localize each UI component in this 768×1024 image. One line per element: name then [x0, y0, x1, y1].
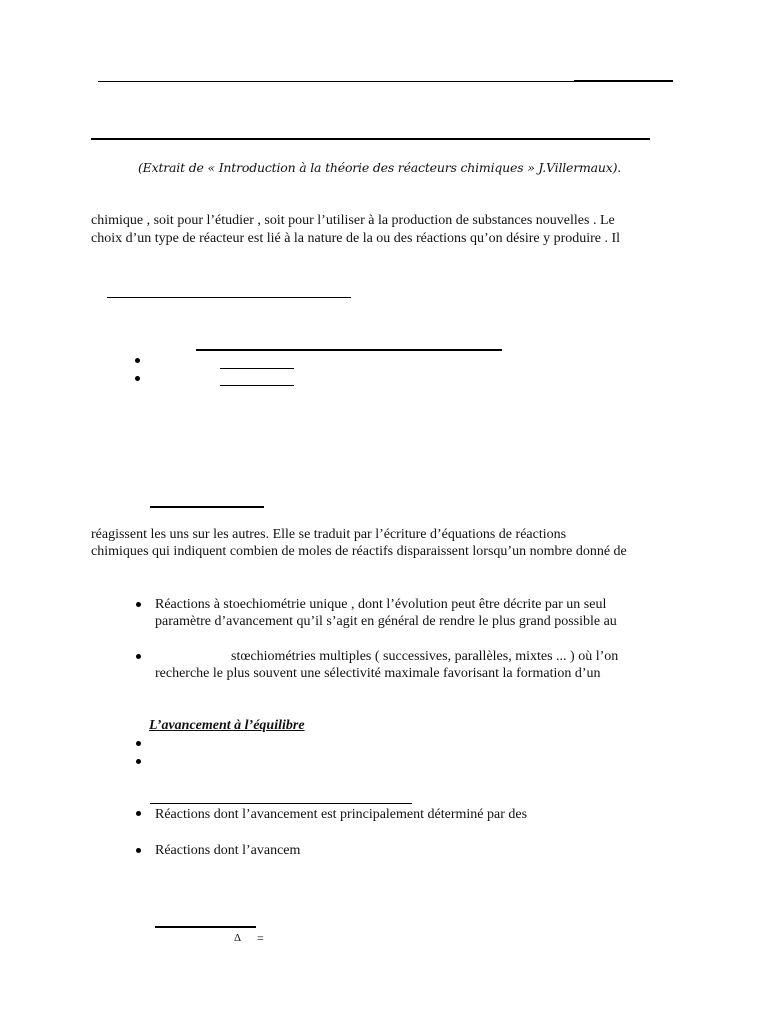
subsection-heading-underline: [196, 349, 502, 351]
bullet-marker: [136, 602, 141, 607]
bullet-marker: [135, 358, 140, 363]
header-rule-right: [574, 80, 673, 82]
citation: (Extrait de « Introduction à la théorie des réacteurs chimiques » J.Villermaux).: [138, 160, 622, 175]
list2-item-1: Réactions dont l’avancement est principalement déterminé par des: [155, 807, 528, 822]
list-item-multiple-line-2: recherche le plus souvent une sélectivité maximale favorisant la formation d’un: [155, 666, 601, 681]
bullet-item-underline: [220, 385, 294, 386]
equals-sign: =: [257, 931, 264, 945]
list2-heading-underline: [150, 803, 412, 804]
bullet-marker: [135, 376, 140, 381]
equilibrium-heading: L’avancement à l’équilibre: [149, 718, 305, 733]
bullet-marker: [136, 741, 141, 746]
intro-line-2: choix d’un type de réacteur est lié à la nature de la ou des réactions qu’on désire y produire . Il: [91, 231, 621, 246]
bullet-item-underline: [220, 368, 294, 369]
stoichiometry-line-2: chimiques qui indiquent combien de moles de réactifs disparaissent lorsqu’un nombre donné de: [91, 544, 627, 559]
stoichiometry-line-1: réagissent les uns sur les autres. Elle se traduit par l’écriture d’équations de réactions: [91, 527, 567, 542]
bullet-marker: [136, 811, 141, 816]
formula-heading-underline: [155, 926, 256, 928]
section-heading-underline: [107, 297, 351, 298]
title-rule: [91, 138, 650, 140]
list-item-multiple-line-1: stœchiométries multiples ( successives, parallèles, mixtes ... ) où l’on: [231, 649, 619, 664]
bullet-marker: [136, 848, 141, 853]
delta-symbol: Δ: [234, 932, 242, 944]
list-item-unique-line-2: paramètre d’avancement qu’il s’agit en général de rendre le plus grand possible au: [155, 614, 617, 629]
stoichiometry-heading-underline: [150, 506, 264, 508]
header-rule-left: [98, 81, 576, 82]
list2-item-2: Réactions dont l’avancem: [155, 843, 301, 858]
list-item-unique-line-1: Réactions à stoechiométrie unique , dont l’évolution peut être décrite par un seul: [155, 597, 607, 612]
bullet-marker: [136, 654, 141, 659]
bullet-marker: [136, 759, 141, 764]
intro-line-1: chimique , soit pour l’étudier , soit pour l’utiliser à la production de substances nouvelles . Le: [91, 213, 615, 228]
